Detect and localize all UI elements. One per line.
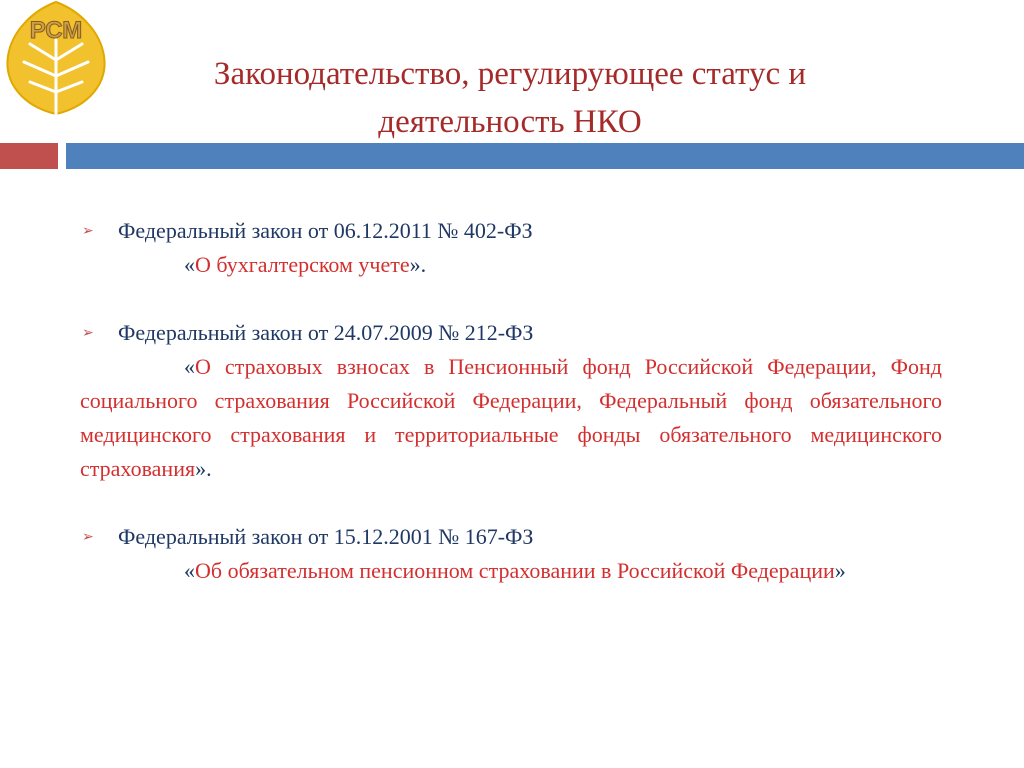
arrow-bullet-icon: ➢ — [82, 223, 94, 239]
law-item — [80, 214, 942, 282]
open-quote: « — [184, 252, 195, 277]
open-quote: « — [184, 354, 195, 379]
rsm-logo — [0, 0, 112, 118]
law-name: О страховых взносах в Пенсионный фонд Российской Федерации, Фонд социального страхования Российской Федерации, Федеральный фонд обязательного медицинского страхования и территориальные фонды обязательного медицинского страхования — [80, 354, 942, 481]
law-head: Федеральный закон от 24.07.2009 № 212-ФЗ — [118, 320, 534, 345]
arrow-bullet-icon: ➢ — [82, 325, 94, 341]
law-list — [80, 214, 942, 588]
law-description — [80, 554, 942, 588]
arrow-bullet-icon: ➢ — [82, 529, 94, 545]
law-name: О бухгалтерском учете — [195, 252, 410, 277]
law-head: Федеральный закон от 15.12.2001 № 167-ФЗ — [118, 524, 534, 549]
open-quote: « — [184, 558, 195, 583]
header-stripe-blue — [66, 143, 1024, 169]
law-description — [80, 248, 942, 282]
close-quote: ». — [195, 456, 212, 481]
slide-title — [130, 50, 890, 146]
close-quote: » — [834, 558, 846, 583]
law-name: Об обязательном пенсионном страховании в Российской Федерации — [195, 558, 835, 583]
law-item — [80, 316, 942, 486]
close-quote: ». — [409, 252, 427, 277]
law-description — [80, 350, 942, 486]
title-line-2: деятельность НКО — [378, 104, 642, 140]
law-head: Федеральный закон от 06.12.2011 № 402-ФЗ — [118, 218, 533, 243]
law-item — [80, 520, 942, 588]
header-stripe-red — [0, 143, 58, 169]
title-line-1: Законодательство, регулирующее статус и — [213, 56, 807, 92]
logo-text: РСМ — [29, 17, 83, 44]
